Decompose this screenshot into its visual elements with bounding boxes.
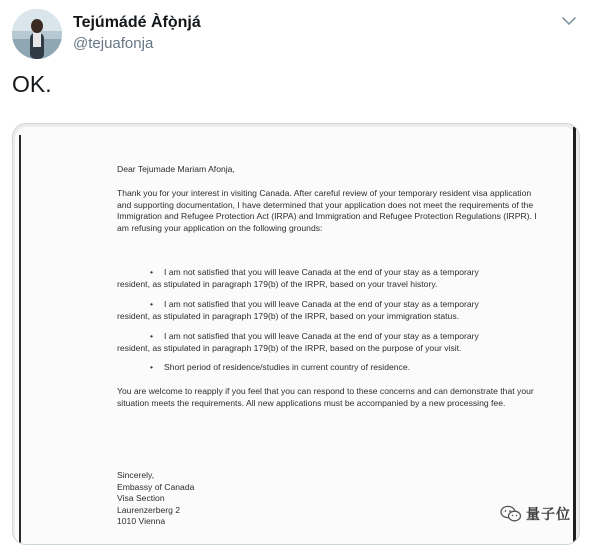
- bullet-line-2: resident, as stipulated in paragraph 179(b) of the IRPR, based on your travel history.: [117, 278, 438, 289]
- author-handle[interactable]: @tejuafonja: [73, 35, 154, 52]
- author-display-name[interactable]: Tejúmádé Àfọ̀njá: [73, 14, 201, 31]
- bullet-line-1: I am not satisfied that you will leave Canada at the end of your stay as a temporary: [164, 299, 479, 309]
- bullet-dot: •: [150, 299, 154, 309]
- tweet-text: OK.: [12, 71, 52, 97]
- bullet-line-2: resident, as stipulated in paragraph 179(b) of the IRPR, based on the purpose of your visit.: [117, 342, 462, 353]
- page-edge-right: [573, 127, 576, 545]
- signoff-line: Laurenzerberg 2: [117, 504, 181, 515]
- letter-bullet: [117, 331, 537, 354]
- avatar[interactable]: [12, 9, 62, 59]
- bullet-line-1: I am not satisfied that you will leave Canada at the end of your stay as a temporary: [164, 267, 479, 277]
- letter-signoff: [117, 470, 317, 528]
- letter-salutation: Dear Tejumade Mariam Afonja,: [117, 164, 235, 174]
- bullet-line-2: resident, as stipulated in paragraph 179(b) of the IRPR, based on your immigration status.: [117, 310, 460, 321]
- letter-intro-paragraph: Thank you for your interest in visiting Canada. After careful review of your temporary resident visa application and supporting documentation, I have determined that your application does not meet the requirements of the Immigration and Refugee Protection Act (IRPA) and Immigration and Refugee Protection Regulations (IRPR). I am refusing your application on the following grounds:: [117, 188, 537, 233]
- watermark: [500, 500, 584, 528]
- bullet-dot: •: [150, 362, 154, 372]
- letter-bullet: [117, 362, 537, 374]
- bullet-line-1: I am not satisfied that you will leave Canada at the end of your stay as a temporary: [164, 331, 479, 341]
- letter-closing-paragraph: You are welcome to reapply if you feel that you can respond to these concerns and can demonstrate that your situation meets the requirements. All new applications must be accompanied by a new processing fee.: [117, 386, 534, 408]
- signoff-line: Visa Section: [117, 493, 165, 504]
- letter-bullet: [117, 267, 537, 290]
- wechat-logo-icon: [500, 505, 522, 523]
- watermark-text: 量子位: [526, 506, 571, 522]
- bullet-line-1: Short period of residence/studies in current country of residence.: [164, 362, 411, 372]
- page-edge-left: [19, 135, 21, 545]
- letter-bullet: [117, 299, 537, 322]
- bullet-dot: •: [150, 331, 154, 341]
- bullet-dot: •: [150, 267, 154, 277]
- signoff-line: Embassy of Canada: [117, 481, 195, 492]
- signoff-line: Sincerely,: [117, 470, 155, 480]
- chevron-down-icon[interactable]: [559, 11, 579, 31]
- tweet-header: [12, 9, 579, 61]
- letter-page: [15, 127, 576, 545]
- tweet-media-image[interactable]: [12, 123, 580, 545]
- avatar-photo-icon: [12, 9, 62, 59]
- signoff-line: 1010 Vienna: [117, 516, 166, 527]
